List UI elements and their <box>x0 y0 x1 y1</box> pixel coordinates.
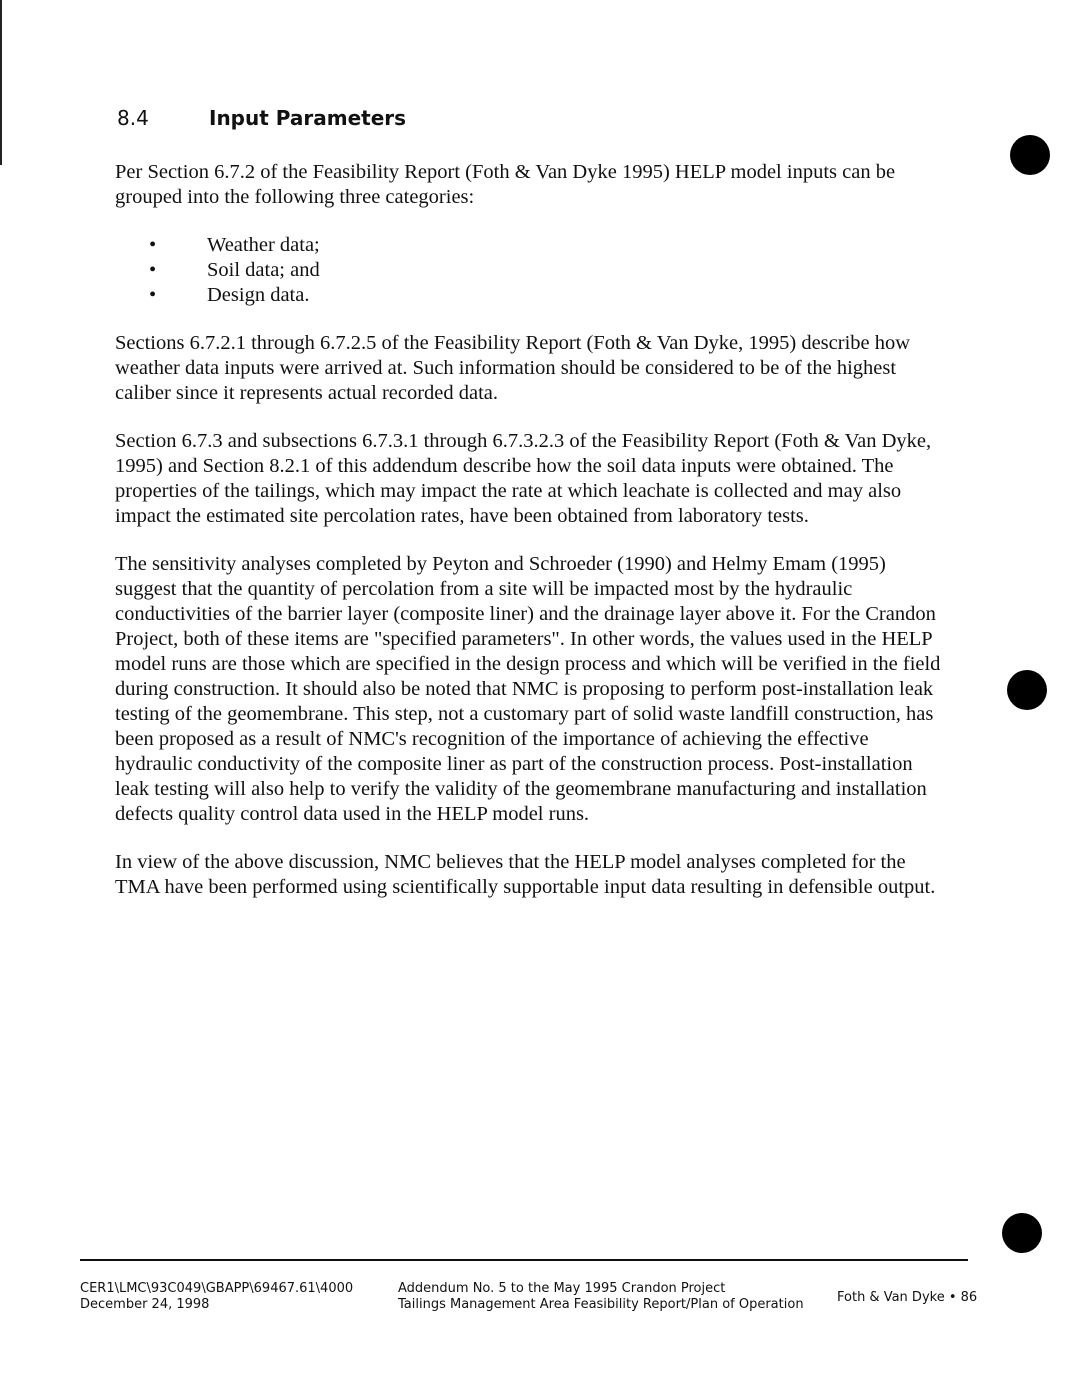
category-list <box>115 233 945 308</box>
list-item <box>115 233 945 258</box>
list-item-text: Design data. <box>207 284 310 306</box>
footer-title-line1: Addendum No. 5 to the May 1995 Crandon Project <box>398 1281 726 1296</box>
paragraph-sensitivity: The sensitivity analyses completed by Peyton and Schroeder (1990) and Helmy Emam (1995) suggest that the quantity of percolation from a site will be impacted most by the hydraulic conductivities of the barrier layer (composite liner) and the drainage layer above it. For the Crandon Project, both of these items are "specified parameters". In other words, the values used in the HELP model runs are those which are specified in the design process and which will be verified in the field during construction. It should also be noted that NMC is proposing to perform post-installation leak testing of the geomembrane. This step, not a customary part of solid waste landfill construction, has been proposed as a result of NMC's recognition of the importance of achieving the effective hydraulic conductivity of the composite liner as part of the construction process. Post-installation leak testing will also help to verify the validity of the geomembrane manufacturing and installation defects quality control data used in the HELP model runs. <box>115 553 941 825</box>
page-edge-line <box>0 0 2 165</box>
list-item-text: Weather data; <box>207 234 320 256</box>
footer-divider <box>80 1259 968 1261</box>
list-item <box>115 283 945 308</box>
bullet-icon: • <box>149 284 157 306</box>
section-number: 8.4 <box>117 106 149 130</box>
binder-hole-icon <box>1007 670 1047 710</box>
footer-file-path: CER1\LMC\93C049\GBAPP\69467.61\4000 <box>80 1281 354 1296</box>
paragraph-weather: Sections 6.7.2.1 through 6.7.2.5 of the Feasibility Report (Foth & Van Dyke, 1995) describe how weather data inputs were arrived at. Such information should be considered to be of the highest caliber since it represents actual recorded data. <box>115 332 911 404</box>
list-item <box>115 258 945 283</box>
paragraph-conclusion: In view of the above discussion, NMC believes that the HELP model analyses completed for the TMA have been performed using scientifically supportable input data resulting in defensible output. <box>115 851 936 898</box>
footer-right <box>837 1290 977 1306</box>
binder-hole-icon <box>1010 135 1050 175</box>
list-item-text: Soil data; and <box>207 259 320 281</box>
bullet-icon: • <box>149 234 157 256</box>
footer-left <box>80 1281 353 1313</box>
binder-hole-icon <box>1002 1213 1042 1253</box>
section-title: Input Parameters <box>209 106 407 130</box>
section-heading <box>117 106 406 130</box>
document-body <box>115 160 945 923</box>
paragraph-intro: Per Section 6.7.2 of the Feasibility Report (Foth & Van Dyke 1995) HELP model inputs can be grouped into the following three categories: <box>115 161 896 208</box>
page-number: Foth & Van Dyke • 86 <box>837 1290 978 1305</box>
paragraph-soil: Section 6.7.3 and subsections 6.7.3.1 through 6.7.3.2.3 of the Feasibility Report (Foth & Van Dyke, 1995) and Section 8.2.1 of this addendum describe how the soil data inputs were obtained. The properties of the tailings, which may impact the rate at which leachate is collected and may also impact the estimated site percolation rates, have been obtained from laboratory tests. <box>115 430 932 527</box>
footer-date: December 24, 1998 <box>80 1297 210 1312</box>
footer-title-line2: Tailings Management Area Feasibility Report/Plan of Operation <box>398 1297 804 1312</box>
bullet-icon: • <box>149 259 157 281</box>
footer-center <box>398 1281 804 1313</box>
